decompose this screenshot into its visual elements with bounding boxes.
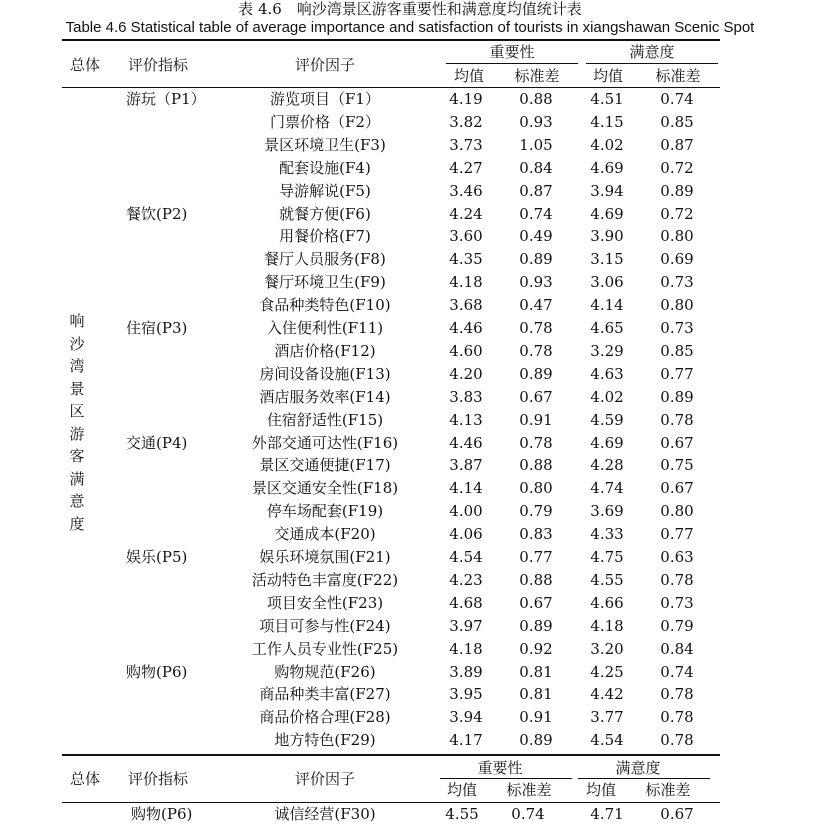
row-imp-mean: 4.13 [449,410,483,429]
repeat-header-satisfaction: 满意度 [615,759,661,777]
row-sat-sd: 0.78 [660,708,694,727]
row-sat-mean: 4.74 [590,479,624,498]
row-indicator: 娱乐(P5) [126,548,188,566]
header-total: 总体 [70,56,101,74]
row-imp-mean: 4.00 [449,502,483,521]
row-sat-mean: 4.69 [590,433,624,452]
row-sat-mean: 3.69 [590,502,624,521]
row-sat-mean: 4.75 [590,548,624,566]
row-sat-mean: 4.66 [590,593,624,612]
row-imp-sd: 0.67 [519,593,553,612]
row-sat-mean: 4.33 [590,525,624,544]
cont-row-factor: 诚信经营(F30) [274,805,376,823]
header-imp-mean: 均值 [453,67,484,85]
row-sat-sd: 0.67 [660,479,694,498]
row-imp-mean: 4.20 [449,364,483,383]
row-sat-mean: 4.15 [590,112,624,131]
header-sat-sd: 标准差 [655,67,701,85]
row-sat-sd: 0.78 [660,410,694,429]
row-imp-mean: 4.27 [449,158,483,177]
row-sat-mean: 4.55 [590,570,624,589]
row-imp-mean: 3.94 [449,708,483,727]
row-imp-sd: 0.89 [519,616,553,635]
cont-row-imp-sd: 0.74 [511,805,545,823]
row-imp-mean: 3.46 [449,181,483,200]
row-sat-sd: 0.80 [660,502,694,521]
row-imp-sd: 0.78 [519,341,553,360]
row-sat-sd: 0.74 [660,90,694,108]
row-sat-mean: 3.15 [590,250,624,269]
header-sat-mean: 均值 [592,67,623,85]
row-sat-mean: 4.28 [590,456,624,475]
row-imp-mean: 4.18 [449,639,483,658]
repeat-header-factor: 评价因子 [294,770,355,788]
row-imp-sd: 1.05 [519,135,553,154]
row-sat-sd: 0.72 [660,204,694,223]
row-sat-mean: 4.18 [590,616,624,635]
row-factor: 景区交通便捷(F17) [259,456,391,475]
row-imp-sd: 0.88 [519,456,553,475]
row-sat-sd: 0.78 [660,731,694,750]
row-sat-sd: 0.74 [660,662,694,681]
row-sat-sd: 0.80 [660,296,694,315]
header-factor: 评价因子 [294,56,355,74]
row-factor: 用餐价格(F7) [279,227,371,246]
repeat-header-indicator: 评价指标 [128,770,189,788]
row-imp-sd: 0.91 [519,410,553,429]
row-sat-sd: 0.89 [660,387,694,406]
row-imp-sd: 0.49 [519,227,553,246]
row-sat-mean: 4.63 [590,364,624,383]
row-imp-mean: 4.68 [449,593,483,612]
row-sat-mean: 4.59 [590,410,624,429]
header-sub-rule-satisfaction [586,63,718,64]
row-imp-mean: 4.46 [449,319,483,337]
row-imp-mean: 3.60 [449,227,483,246]
row-imp-mean: 4.60 [449,341,483,360]
row-factor: 外部交通可达性(F16) [251,433,399,452]
repeat-header-imp-sd: 标准差 [506,781,552,799]
row-imp-mean: 4.17 [449,731,483,750]
header-sub-rule-importance [446,63,578,64]
header-importance: 重要性 [489,43,535,61]
row-imp-mean: 4.18 [449,273,483,292]
row-sat-mean: 4.25 [590,662,624,681]
row-sat-sd: 0.84 [660,639,694,658]
header-indicator: 评价指标 [128,56,189,74]
row-imp-sd: 0.81 [519,662,553,681]
row-factor: 商品价格合理(F28) [259,708,391,727]
row-factor: 酒店价格(F12) [274,341,376,360]
row-imp-mean: 3.95 [449,685,483,704]
row-factor: 住宿舒适性(F15) [266,410,384,429]
row-imp-sd: 0.87 [519,181,553,200]
row-imp-mean: 4.24 [449,204,483,223]
row-sat-sd: 0.69 [660,250,694,269]
repeat-header-sat-sd: 标准差 [645,781,691,799]
row-imp-sd: 0.91 [519,708,553,727]
row-sat-mean: 3.77 [590,708,624,727]
cont-row-imp-mean: 4.55 [445,805,479,823]
row-indicator: 餐饮(P2) [126,204,188,223]
row-imp-sd: 0.80 [519,479,553,498]
row-imp-sd: 0.81 [519,685,553,704]
row-imp-sd: 0.78 [519,433,553,452]
row-imp-sd: 0.83 [519,525,553,544]
row-imp-mean: 4.46 [449,433,483,452]
row-factor: 项目安全性(F23) [266,593,384,612]
row-factor: 娱乐环境氛围(F21) [259,548,391,566]
row-sat-mean: 4.54 [590,731,624,750]
row-factor: 房间设备设施(F13) [259,364,391,383]
row-sat-mean: 4.02 [590,135,624,154]
row-factor: 游览项目（F1） [270,90,380,108]
row-sat-sd: 0.67 [660,433,694,452]
row-imp-sd: 0.67 [519,387,553,406]
row-factor: 商品种类丰富(F27) [259,685,391,704]
row-factor: 活动特色丰富度(F22) [251,570,399,589]
row-sat-sd: 0.73 [660,273,694,292]
row-factor: 餐厅环境卫生(F9) [264,273,386,292]
row-imp-sd: 0.47 [519,296,553,315]
row-sat-sd: 0.87 [660,135,694,154]
row-imp-sd: 0.88 [519,570,553,589]
row-sat-mean: 4.69 [590,204,624,223]
row-imp-mean: 4.54 [449,548,483,566]
row-indicator: 交通(P4) [126,433,188,452]
row-indicator: 购物(P6) [126,662,188,681]
row-factor: 景区交通安全性(F18) [251,479,399,498]
repeat-header-total: 总体 [70,770,101,788]
total-label: 响沙湾景区游客满意度 [69,312,85,533]
repeat-header-sat-mean: 均值 [585,781,616,799]
row-sat-mean: 4.65 [590,319,624,337]
row-indicator: 住宿(P3) [126,319,188,337]
row-imp-mean: 3.87 [449,456,483,475]
row-imp-mean: 4.19 [449,90,483,108]
header-satisfaction: 满意度 [629,43,675,61]
row-imp-sd: 0.78 [519,319,553,337]
row-sat-mean: 4.51 [590,90,624,108]
row-sat-sd: 0.79 [660,616,694,635]
row-imp-sd: 0.79 [519,502,553,521]
repeat-header-importance: 重要性 [477,759,523,777]
row-imp-sd: 0.77 [519,548,553,566]
row-imp-sd: 0.89 [519,731,553,750]
row-sat-sd: 0.63 [660,548,694,566]
row-factor: 交通成本(F20) [274,525,376,544]
row-sat-sd: 0.78 [660,685,694,704]
row-sat-sd: 0.77 [660,525,694,544]
row-imp-mean: 4.35 [449,250,483,269]
row-factor: 食品种类特色(F10) [259,296,391,315]
row-sat-sd: 0.89 [660,181,694,200]
row-imp-mean: 3.97 [449,616,483,635]
row-sat-mean: 3.06 [590,273,624,292]
row-imp-mean: 3.82 [449,112,483,131]
row-imp-sd: 0.84 [519,158,553,177]
row-imp-sd: 0.89 [519,364,553,383]
row-sat-mean: 4.69 [590,158,624,177]
row-sat-sd: 0.73 [660,593,694,612]
row-factor: 购物规范(F26) [274,662,376,681]
row-sat-sd: 0.78 [660,570,694,589]
row-factor: 工作人员专业性(F25) [251,639,399,658]
row-sat-sd: 0.75 [660,456,694,475]
row-factor: 入住便利性(F11) [266,319,384,337]
row-imp-sd: 0.93 [519,273,553,292]
row-sat-mean: 4.02 [590,387,624,406]
table-caption-zh: 表 4.6 响沙湾景区游客重要性和满意度均值统计表 [238,0,582,18]
table-caption-en: Table 4.6 Statistical table of average importance and satisfaction of tourists in xiangshawan Scenic Spot [65,19,755,36]
row-sat-mean: 3.94 [590,181,624,200]
row-imp-mean: 3.89 [449,662,483,681]
row-factor: 导游解说(F5) [279,181,371,200]
row-sat-mean: 4.14 [590,296,624,315]
section-bottom-rule [62,754,720,756]
repeat-header-imp-mean: 均值 [446,781,477,799]
row-factor: 门票价格（F2） [270,112,380,131]
row-sat-mean: 4.42 [590,685,624,704]
row-imp-mean: 3.83 [449,387,483,406]
row-imp-sd: 0.88 [519,90,553,108]
row-factor: 景区环境卫生(F3) [264,135,386,154]
row-imp-mean: 4.14 [449,479,483,498]
row-sat-sd: 0.72 [660,158,694,177]
row-sat-sd: 0.73 [660,319,694,337]
row-factor: 酒店服务效率(F14) [259,387,391,406]
row-factor: 餐厅人员服务(F8) [264,250,386,269]
row-imp-mean: 4.23 [449,570,483,589]
row-imp-mean: 3.68 [449,296,483,315]
row-imp-mean: 4.06 [449,525,483,544]
row-imp-sd: 0.92 [519,639,553,658]
row-factor: 就餐方便(F6) [279,204,371,223]
cont-row-sat-sd: 0.67 [660,805,694,823]
row-imp-sd: 0.93 [519,112,553,131]
row-imp-sd: 0.74 [519,204,553,223]
row-sat-sd: 0.80 [660,227,694,246]
header-imp-sd: 标准差 [514,67,560,85]
row-sat-sd: 0.77 [660,364,694,383]
cont-row-indicator: 购物(P6) [131,805,193,823]
row-sat-sd: 0.85 [660,112,694,131]
row-sat-mean: 3.90 [590,227,624,246]
row-factor: 配套设施(F4) [279,158,371,177]
row-imp-sd: 0.89 [519,250,553,269]
row-sat-mean: 3.20 [590,639,624,658]
cont-row-sat-mean: 4.71 [590,805,624,823]
row-sat-sd: 0.85 [660,341,694,360]
row-factor: 停车场配套(F19) [266,502,384,521]
row-factor: 项目可参与性(F24) [259,616,391,635]
row-factor: 地方特色(F29) [274,731,376,750]
row-imp-mean: 3.73 [449,135,483,154]
row-indicator: 游玩（P1） [126,90,206,108]
row-sat-mean: 3.29 [590,341,624,360]
